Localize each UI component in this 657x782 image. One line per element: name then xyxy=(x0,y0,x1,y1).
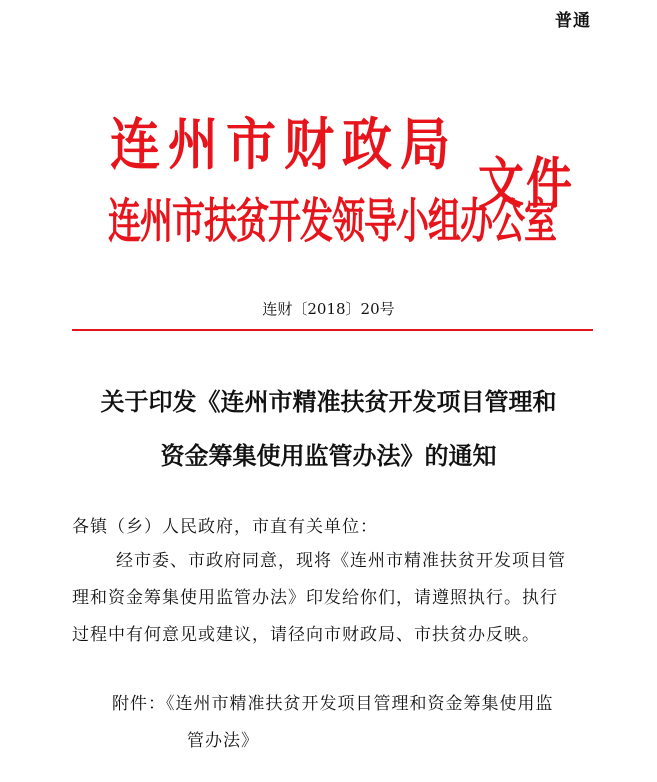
document-title-line-2: 资金筹集使用监管办法》的通知 xyxy=(160,442,497,470)
red-divider-line xyxy=(72,329,593,331)
document-title-line-1: 关于印发《连州市精准扶贫开发项目管理和 xyxy=(100,388,557,416)
body-paragraph-line: 理和资金筹集使用监管办法》印发给你们，请遵照执行。执行 xyxy=(72,588,558,608)
classification-label: 普通 xyxy=(555,11,591,31)
agency-name-finance-bureau: 连州市财政局 xyxy=(110,112,458,178)
document-type-label: 文件 xyxy=(478,150,574,216)
agency-name-poverty-office: 连州市扶贫开发领导小组办公室 xyxy=(108,192,556,250)
document-number: 连财〔2018〕20号 xyxy=(262,300,395,318)
attachment-line-2: 管办法》 xyxy=(187,731,259,751)
body-paragraph-line: 经市委、市政府同意，现将《连州市精准扶贫开发项目管 xyxy=(116,551,566,571)
body-paragraph-line: 过程中有何意见或建议，请径向市财政局、市扶贫办反映。 xyxy=(72,625,540,645)
attachment-line-1: 附件：《连州市精准扶贫开发项目管理和资金筹集使用监 xyxy=(112,694,554,714)
addressee: 各镇（乡）人民政府，市直有关单位： xyxy=(72,517,378,537)
